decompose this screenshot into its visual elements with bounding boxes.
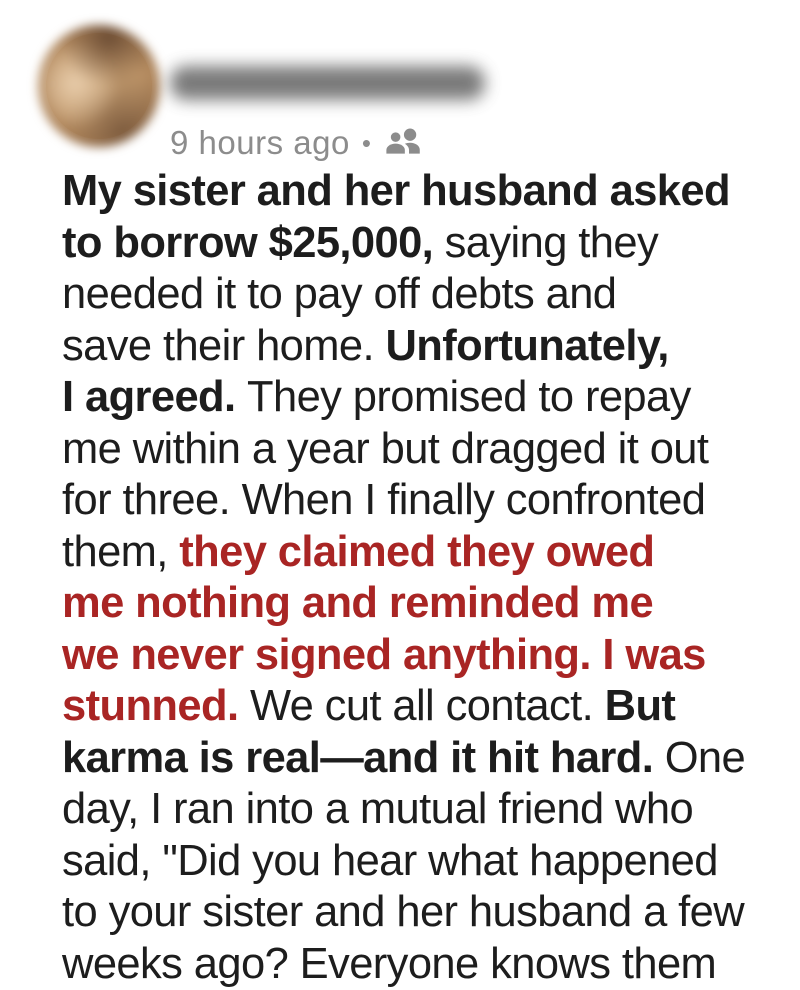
post-text-segment: needed it to pay off debts and xyxy=(62,270,616,318)
post-text-segment: But xyxy=(605,682,676,730)
avatar[interactable] xyxy=(46,33,152,139)
post-text-line xyxy=(62,836,800,888)
post-text-segment: weeks ago? Everyone knows them xyxy=(62,940,716,988)
post-text-segment: day, I ran into a mutual friend who xyxy=(62,785,693,833)
post-timestamp[interactable]: 9 hours ago xyxy=(170,124,350,162)
username-redacted[interactable] xyxy=(170,66,485,100)
post-text-line xyxy=(62,218,800,270)
post-text-line xyxy=(62,887,800,939)
post-text-segment: they claimed they owed xyxy=(179,528,654,576)
separator-dot: • xyxy=(362,130,371,156)
friends-icon xyxy=(383,127,423,159)
post-text-segment: me within a year but dragged it out xyxy=(62,425,708,473)
post-text-segment: me nothing and reminded me xyxy=(62,579,653,627)
post-text-segment: for three. When I finally confronted xyxy=(62,476,705,524)
avatar-image-blurred xyxy=(38,25,160,147)
post-text-line xyxy=(62,166,800,218)
post-text-line xyxy=(62,939,800,990)
post-text-line xyxy=(62,681,800,733)
post-text-segment: we never signed anything. I was xyxy=(62,631,706,679)
post-header xyxy=(0,0,800,168)
post-text-segment: them, xyxy=(62,528,179,576)
post-text-segment: My sister and her husband asked xyxy=(62,167,730,215)
post-text-line xyxy=(62,269,800,321)
post-text-line xyxy=(62,630,800,682)
post-text-segment: save their home. xyxy=(62,322,385,370)
post-text-segment: We cut all contact. xyxy=(250,682,605,730)
post-text-line xyxy=(62,733,800,785)
post-text-segment: said, "Did you hear what happened xyxy=(62,837,718,885)
post-text-line xyxy=(62,784,800,836)
post-text-line xyxy=(62,321,800,373)
post-text-segment: Unfortunately, xyxy=(385,322,668,370)
post-meta-row xyxy=(170,124,423,162)
post-text-line xyxy=(62,475,800,527)
post-text xyxy=(62,166,800,990)
post-text-segment: They promised to repay xyxy=(247,373,691,421)
post-text-segment: saying they xyxy=(433,219,658,267)
post-text-line xyxy=(62,372,800,424)
post-text-segment: One xyxy=(665,734,745,782)
post-text-line xyxy=(62,578,800,630)
post-text-line xyxy=(62,527,800,579)
post-text-segment: karma is real—and it hit hard. xyxy=(62,734,665,782)
post-text-line xyxy=(62,424,800,476)
post-text-segment: I agreed. xyxy=(62,373,247,421)
post-text-segment: to borrow $25,000, xyxy=(62,219,433,267)
post-text-segment: to your sister and her husband a few xyxy=(62,888,744,936)
post-text-segment: stunned. xyxy=(62,682,250,730)
